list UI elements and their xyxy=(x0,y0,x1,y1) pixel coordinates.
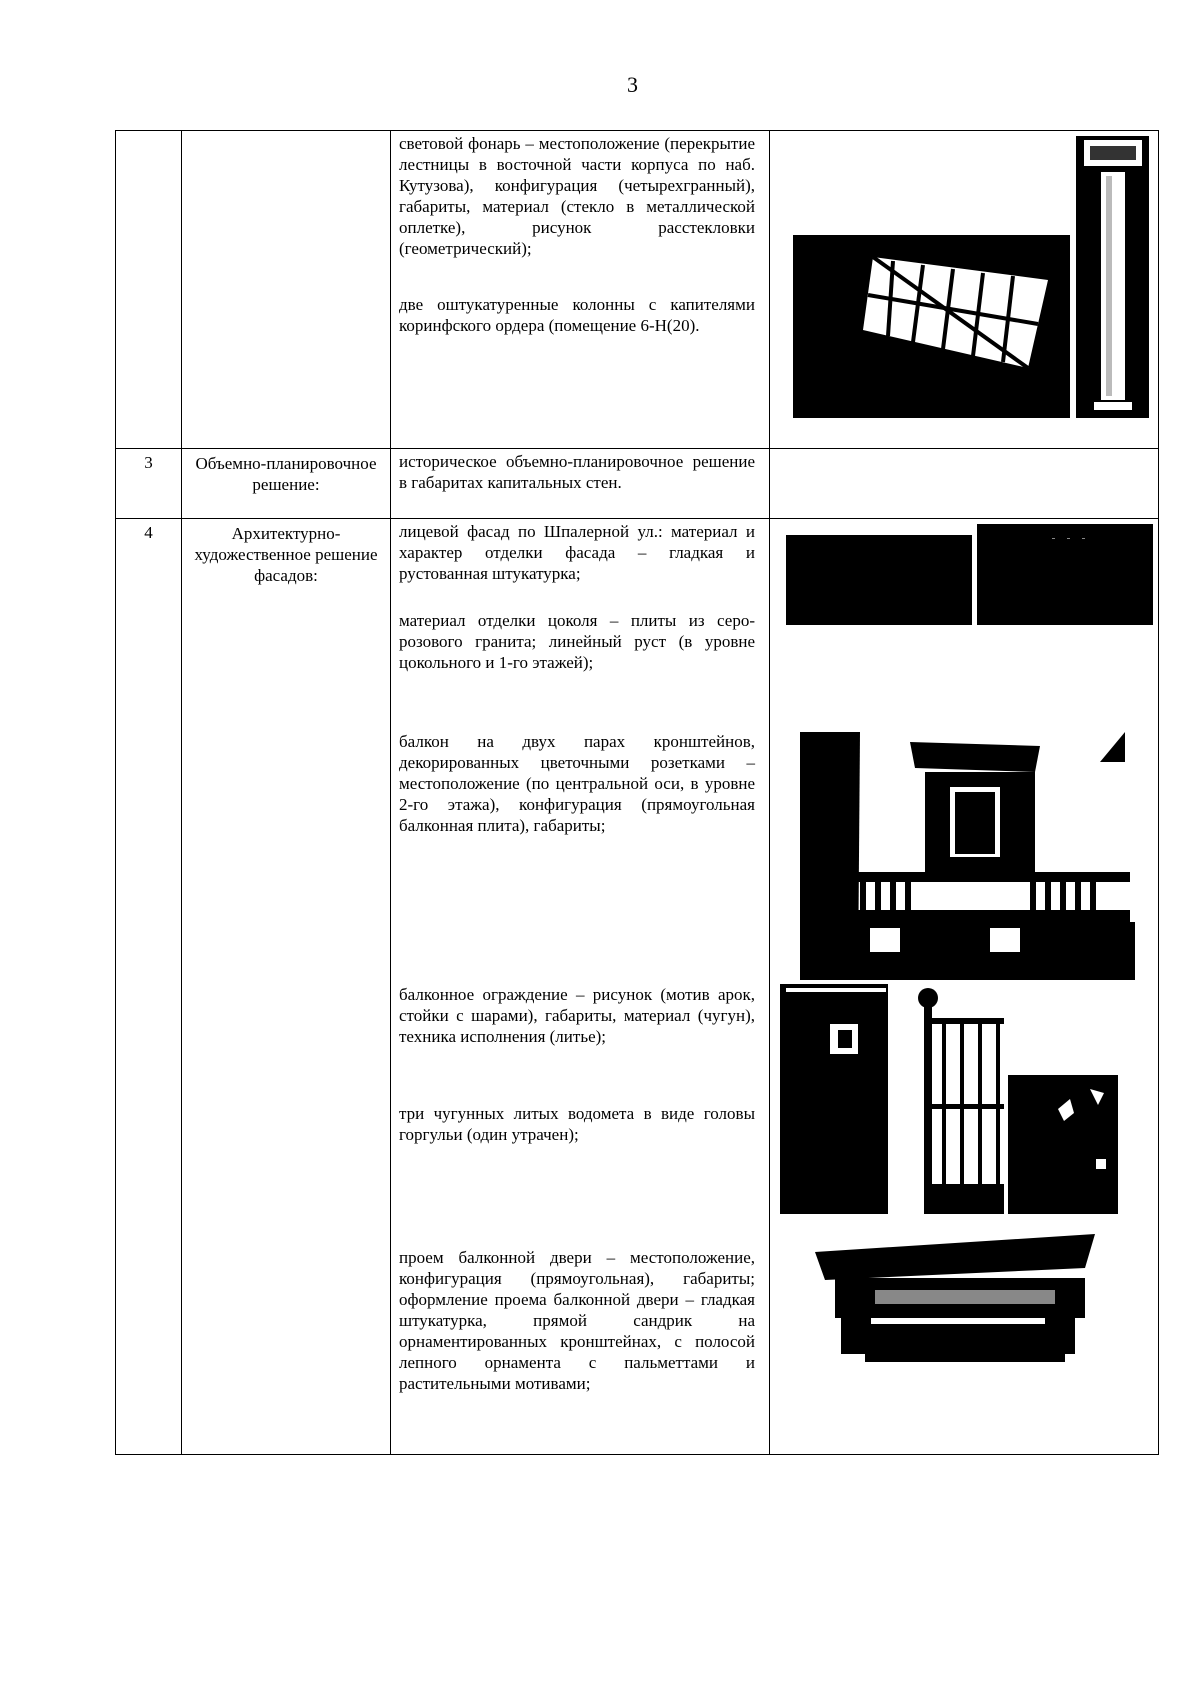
paragraph-skylight: световой фонарь – местоположение (перекрытие лестницы в восточной части корпуса по наб. Кутузова), конфигурация (четырехгранный), габариты, материал (стекло в металлической оплетке), рисунок расстекловки (геометрический); xyxy=(399,134,755,258)
table-row xyxy=(116,519,1159,1455)
row-images xyxy=(770,131,1159,449)
row-number xyxy=(116,131,182,449)
page-number: 3 xyxy=(627,72,638,97)
row-images xyxy=(770,449,1159,519)
skylight-photo xyxy=(793,235,1070,418)
paragraph-facade: лицевой фасад по Шпалерной ул.: материал и характер отделки фасада – гладкая и рустованная штукатурка; xyxy=(399,522,755,583)
paragraph-plinth: материал отделки цоколя – плиты из серо-розового гранита; линейный руст (в уровне цокольного и 1-го этажей); xyxy=(399,611,755,672)
heritage-table xyxy=(115,130,1159,1455)
row-images xyxy=(770,519,1159,1455)
paragraph-railing: балконное ограждение – рисунок (мотив арок, стойки с шарами), габариты, материал (чугун), техника исполнения (литье); xyxy=(399,985,755,1046)
paragraph-layout: историческое объемно-планировочное решение в габаритах капитальных стен. xyxy=(399,452,755,492)
row-description xyxy=(391,131,770,449)
paragraph-balcony-door: проем балконной двери – местоположение, конфигурация (прямоугольная), габариты; оформление проема балконной двери – гладкая штукатурка, прямой сандрик на орнаментированных кронштейнах, с полосой лепного орнамента с пальметтами и растительными мотивами; xyxy=(399,1248,755,1393)
paragraph-balcony: балкон на двух парах кронштейнов, декорированных цветочными розетками – местоположение (по центральной оси, в уровне 2-го этажа), конфигурация (прямоугольная балконная плита), габариты; xyxy=(399,732,755,835)
row-name: Архитектурно-художественное решение фасадов: xyxy=(182,519,391,1455)
door-pediment-photo xyxy=(805,1234,1105,1364)
balcony-photo xyxy=(800,732,1135,980)
row-number: 4 xyxy=(116,519,182,1455)
paragraph-columns: две оштукатуренные колонны с капителями коринфского ордера (помещение 6-Н(20). xyxy=(399,295,755,335)
row-name: Объемно-планировочное решение: xyxy=(182,449,391,519)
table-row xyxy=(116,131,1159,449)
facade-photo-left xyxy=(786,535,972,625)
balcony-railing-photo xyxy=(900,984,1005,1214)
row-description xyxy=(391,519,770,1455)
facade-photo-right xyxy=(977,524,1153,625)
table-row xyxy=(116,449,1159,519)
gargoyle-spout-photo xyxy=(780,984,895,1214)
row-number: 3 xyxy=(116,449,182,519)
corinthian-column-photo xyxy=(1076,136,1149,418)
gargoyle-detail-photo xyxy=(1008,1069,1118,1214)
row-name xyxy=(182,131,391,449)
row-description xyxy=(391,449,770,519)
paragraph-gargoyles: три чугунных литых водомета в виде головы горгульи (один утрачен); xyxy=(399,1104,755,1144)
